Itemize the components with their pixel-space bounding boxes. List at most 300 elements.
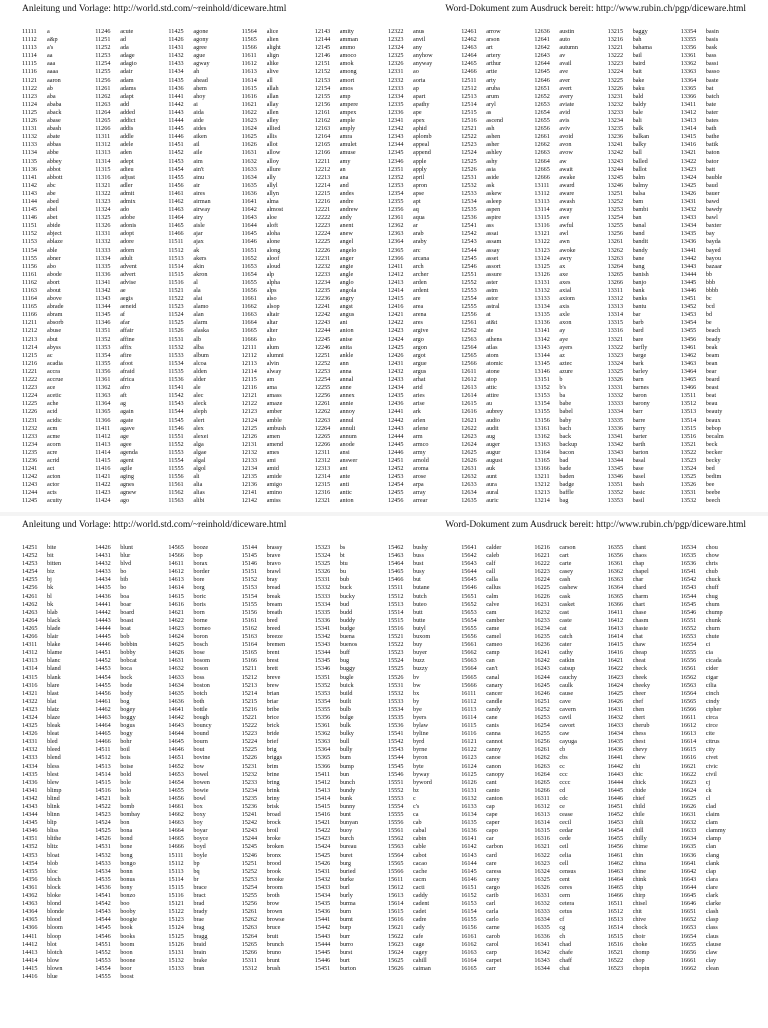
list-item (388, 400, 461, 408)
list-item (534, 85, 607, 93)
list-item (168, 206, 241, 214)
list-item (242, 892, 315, 900)
list-item (95, 77, 168, 85)
list-item (461, 924, 534, 932)
list-item (168, 198, 241, 206)
dice-number: 11514 (168, 262, 184, 270)
dice-number: 13135 (534, 311, 550, 319)
list-item (168, 900, 241, 908)
diceware-word: angst (339, 303, 353, 311)
dice-number: 16134 (461, 811, 477, 819)
diceware-word: amass (266, 392, 282, 400)
dice-number: 11133 (22, 141, 38, 149)
dice-number: 14426 (95, 544, 111, 551)
dice-number: 13351 (607, 481, 624, 489)
list-item (242, 949, 315, 957)
diceware-word: blimp (47, 786, 62, 794)
dice-number: 13451 (680, 295, 697, 303)
dice-number: 14356 (22, 875, 38, 883)
diceware-word: amide (266, 473, 282, 481)
dice-number: 12522 (461, 133, 477, 141)
diceware-word: bread (266, 584, 281, 592)
list-item (608, 247, 681, 255)
dice-number: 12243 (314, 319, 331, 327)
list-item (168, 457, 241, 465)
diceware-word: advise (120, 278, 136, 286)
diceware-word: chilly (632, 835, 647, 843)
dice-number: 16113 (461, 705, 477, 713)
list-item (461, 933, 534, 941)
diceware-word: arhat (412, 376, 426, 384)
diceware-word: bust (412, 560, 424, 568)
diceware-word: bovine (193, 754, 211, 762)
dice-number: 12564 (461, 343, 477, 351)
dice-number: 16622 (680, 770, 697, 778)
dice-number: 11561 (168, 481, 184, 489)
diceware-word: b (559, 376, 563, 384)
list-item (315, 787, 388, 795)
diceware-word: ce (559, 803, 565, 810)
dice-number: 12565 (461, 351, 477, 359)
dice-number: 15533 (387, 697, 404, 705)
list-item (22, 746, 95, 754)
list-item (315, 158, 388, 166)
dice-number: 13463 (680, 359, 697, 367)
dice-number: 12312 (314, 456, 331, 464)
dice-number: 11235 (22, 448, 38, 456)
dice-number: 11222 (22, 376, 38, 384)
list-item (22, 657, 95, 665)
diceware-word: brunt (266, 956, 280, 964)
list-item (22, 392, 95, 400)
list-item (22, 279, 95, 287)
list-item (608, 795, 681, 803)
diceware-word: brest (266, 657, 279, 665)
dice-number: 16124 (461, 762, 477, 770)
list-item (534, 344, 607, 352)
diceware-word: aeneid (120, 303, 137, 311)
diceware-word: beauty (705, 408, 723, 416)
dice-number: 14511 (95, 746, 111, 754)
diceware-word: cacti (412, 883, 425, 891)
dice-number: 15512 (387, 592, 404, 600)
diceware-word: aphid (412, 125, 427, 133)
list-item (534, 473, 607, 481)
dice-number: 16444 (607, 778, 624, 786)
list-item (388, 433, 461, 441)
dice-number: 15554 (387, 803, 404, 810)
diceware-word: axle (559, 311, 570, 319)
list-item (168, 584, 241, 592)
list-item (534, 376, 607, 384)
diceware-word: anyhow (412, 52, 433, 60)
diceware-word: bonn (120, 867, 133, 875)
diceware-word: blind (47, 794, 60, 802)
diceware-word: balk (632, 125, 644, 133)
dice-number: 16112 (461, 697, 477, 705)
list-item (168, 263, 241, 271)
diceware-word: bantu (632, 303, 647, 311)
dice-number: 15225 (241, 746, 258, 754)
diceware-word: aaaa (47, 68, 58, 76)
dice-number: 15311 (241, 956, 257, 964)
diceware-word: advert (120, 270, 136, 278)
word-column (22, 28, 95, 506)
diceware-word: bylaw (412, 722, 429, 730)
diceware-word: baden (559, 473, 575, 481)
diceware-word: avert (559, 84, 572, 92)
diceware-word: bk (47, 584, 54, 592)
dice-number: 11516 (168, 278, 184, 286)
diceware-word: borg (193, 584, 205, 592)
list-item (242, 182, 315, 190)
list-item (681, 835, 754, 843)
dice-number: 14463 (95, 713, 111, 721)
list-item (22, 52, 95, 60)
diceware-word: civil (705, 770, 717, 778)
diceware-word: class (705, 924, 718, 932)
list-item (242, 560, 315, 568)
list-item (22, 263, 95, 271)
diceware-word: chute (705, 633, 720, 641)
diceware-word: arum (486, 92, 499, 100)
dice-number: 15423 (314, 835, 331, 843)
list-item (95, 271, 168, 279)
dice-number: 13162 (534, 432, 550, 440)
dice-number: 14415 (22, 964, 38, 972)
dice-number: 15216 (241, 705, 258, 713)
dice-number: 12652 (534, 92, 550, 100)
diceware-word: bowie (193, 786, 209, 794)
dice-number: 15544 (387, 754, 404, 762)
diceware-word: allen (266, 108, 279, 116)
diceware-word: chaste (632, 624, 649, 632)
dice-number: 13265 (607, 270, 624, 278)
list-item (461, 706, 534, 714)
dice-number: 13256 (607, 230, 624, 238)
list-item (242, 900, 315, 908)
diceware-word: buy (412, 641, 423, 649)
diceware-word: carne (486, 924, 500, 932)
diceware-word: bough (193, 713, 209, 721)
dice-number: 14434 (95, 576, 111, 584)
list-item (534, 827, 607, 835)
list-item (534, 746, 607, 754)
list-item (534, 457, 607, 465)
dice-number: 14453 (95, 665, 111, 673)
dice-number: 11413 (95, 440, 111, 448)
diceware-word: buick (339, 681, 354, 689)
list-item (681, 287, 754, 295)
list-item (608, 787, 681, 795)
list-item (168, 68, 241, 76)
diceware-word: bogus (120, 722, 135, 730)
dice-number: 16335 (534, 924, 550, 932)
dice-number: 12411 (387, 262, 404, 270)
diceware-word: annul (339, 416, 354, 424)
list-item (168, 868, 241, 876)
list-item (388, 417, 461, 425)
word-column (388, 544, 461, 981)
list-item (315, 884, 388, 892)
dice-number: 16344 (534, 964, 550, 972)
list-item (461, 576, 534, 584)
dice-number: 15622 (387, 932, 404, 940)
word-column (168, 544, 241, 981)
diceware-word: burro (339, 940, 354, 948)
dice-number: 12141 (241, 489, 258, 497)
dice-number: 12332 (387, 76, 404, 84)
dice-number: 11451 (168, 141, 184, 149)
diceware-word: ala (193, 287, 201, 294)
list-item (22, 449, 95, 457)
list-item (242, 417, 315, 425)
dice-number: 12362 (387, 222, 404, 230)
diceware-word: burly (339, 892, 353, 900)
list-item (388, 117, 461, 125)
list-item (608, 560, 681, 568)
list-item (315, 860, 388, 868)
dice-number: 12344 (387, 141, 404, 149)
dice-number: 11412 (95, 432, 111, 440)
dice-number: 11143 (22, 189, 38, 197)
dice-number: 14514 (95, 770, 111, 778)
list-item (315, 52, 388, 60)
dice-number: 11341 (95, 278, 111, 286)
list-item (242, 433, 315, 441)
diceware-word: blinn (47, 811, 60, 819)
list-item (681, 657, 754, 665)
diceware-word: carpet (486, 956, 502, 964)
dice-number: 12463 (461, 44, 477, 52)
dice-number: 12112 (241, 351, 257, 359)
dice-number: 12152 (314, 68, 331, 76)
dice-number: 15535 (387, 713, 404, 721)
diceware-word: chile (632, 811, 645, 819)
dice-number: 16336 (534, 932, 550, 940)
dice-number: 12623 (461, 432, 477, 440)
dice-number: 16155 (461, 916, 477, 924)
dice-number: 11334 (95, 254, 111, 262)
diceware-word: cheek (632, 673, 648, 681)
dice-number: 13521 (680, 440, 697, 448)
diceware-word: balm (632, 173, 645, 181)
diceware-word: akron (193, 270, 208, 278)
list-item (608, 584, 681, 592)
header-right-text: Word-Dokument zum Ausdruck bereit: http://www.rubin.ch/pgp/diceware.html (445, 4, 746, 14)
diceware-word: bd (705, 311, 712, 319)
dice-number: 12241 (314, 303, 331, 311)
list-item (95, 641, 168, 649)
diceware-word: annum (339, 432, 357, 440)
dice-number: 16543 (680, 584, 697, 592)
dice-number: 13134 (534, 303, 550, 311)
diceware-word: arena (412, 311, 427, 319)
dice-number: 12145 (314, 44, 331, 52)
diceware-word: chat (632, 633, 643, 641)
list-item (534, 481, 607, 489)
dice-number: 16642 (680, 867, 697, 875)
diceware-word: bloc (47, 867, 58, 875)
diceware-word: borneo (193, 624, 211, 632)
list-item (95, 303, 168, 311)
dice-number: 11666 (241, 335, 257, 343)
diceware-word: barth (632, 440, 646, 448)
diceware-word: ankle (339, 351, 354, 359)
diceware-word: aisle (193, 222, 205, 230)
list-item (95, 255, 168, 263)
dice-number: 14642 (168, 713, 184, 721)
list-item (22, 441, 95, 449)
list-item (534, 489, 607, 497)
list-item (242, 641, 315, 649)
dice-number: 15244 (241, 835, 258, 843)
dice-number: 15656 (461, 633, 477, 641)
dice-number: 16366 (607, 600, 624, 608)
diceware-word: arose (412, 473, 427, 481)
dice-number: 16542 (680, 576, 697, 584)
dice-number: 11123 (22, 92, 38, 100)
list-item (22, 722, 95, 730)
list-item (242, 649, 315, 657)
dice-number: 15651 (461, 592, 477, 600)
word-column (315, 28, 388, 506)
dice-number: 15441 (314, 916, 331, 924)
diceware-word: cede (559, 835, 571, 843)
diceware-word: bole (120, 778, 131, 786)
dice-number: 16242 (534, 657, 550, 665)
list-item (168, 214, 241, 222)
diceware-word: cheat (632, 657, 646, 665)
dice-number: 16636 (680, 851, 697, 859)
list-item (608, 400, 681, 408)
list-item (22, 779, 95, 787)
dice-number: 11142 (22, 181, 38, 189)
diceware-word: chai (559, 964, 570, 972)
diceware-word: census (559, 867, 576, 875)
list-item (242, 722, 315, 730)
diceware-word: butte (412, 616, 426, 624)
diceware-word: assai (486, 230, 499, 238)
list-item (681, 860, 754, 868)
list-item (608, 158, 681, 166)
diceware-word: any (412, 44, 422, 52)
list-item (315, 771, 388, 779)
diceware-word: burg (339, 859, 352, 867)
dice-number: 16154 (461, 908, 477, 916)
list-item (388, 593, 461, 601)
dice-number: 12412 (387, 270, 404, 278)
diceware-word: alex (193, 424, 204, 432)
diceware-word: bj (47, 576, 52, 584)
dice-number: 14321 (22, 689, 38, 697)
diceware-word: ax (559, 262, 566, 270)
diceware-word: booze (193, 544, 209, 551)
dice-number: 12621 (461, 416, 477, 424)
dice-number: 13215 (607, 28, 624, 35)
diceware-word: barry (632, 424, 646, 432)
list-item (242, 665, 315, 673)
dice-number: 12324 (387, 44, 404, 52)
list-item (681, 965, 754, 973)
dice-number: 12531 (461, 173, 477, 181)
word-column (168, 28, 241, 506)
diceware-word: baldy (632, 100, 647, 108)
list-item (95, 368, 168, 376)
diceware-word: burn (339, 908, 352, 916)
list-item (242, 109, 315, 117)
list-item (22, 649, 95, 657)
list-item (681, 754, 754, 762)
list-item (681, 255, 754, 263)
diceware-word: cell (559, 859, 569, 867)
list-item (168, 965, 241, 973)
diceware-word: care (486, 859, 497, 867)
diceware-word: bite (47, 544, 57, 551)
list-item (22, 771, 95, 779)
dice-number: 12136 (241, 481, 258, 489)
diceware-word: baffle (559, 489, 574, 497)
dice-number: 12345 (387, 149, 404, 157)
list-item (681, 884, 754, 892)
diceware-word: aloe (266, 214, 277, 222)
list-item (681, 560, 754, 568)
diceware-word: acton (47, 473, 61, 481)
dice-number: 13153 (534, 392, 550, 400)
diceware-word: calder (486, 544, 502, 551)
list-item (242, 674, 315, 682)
list-item (168, 560, 241, 568)
dice-number: 14524 (95, 819, 111, 827)
dice-number: 15662 (461, 649, 477, 657)
list-item (22, 271, 95, 279)
dice-number: 11214 (22, 343, 38, 351)
diceware-word: cacm (412, 875, 427, 883)
dice-number: 13263 (607, 254, 624, 262)
list-item (95, 473, 168, 481)
diceware-word: bleak (47, 722, 61, 730)
diceware-word: bear (705, 367, 717, 375)
list-item (95, 327, 168, 335)
dice-number: 11436 (168, 84, 184, 92)
dice-number: 15245 (241, 843, 258, 851)
dice-number: 11442 (168, 100, 184, 108)
dice-number: 15543 (387, 746, 404, 754)
dice-number: 13335 (607, 416, 624, 424)
list-item (315, 271, 388, 279)
list-item (242, 965, 315, 973)
list-item (315, 706, 388, 714)
dice-number: 13362 (680, 60, 697, 68)
list-item (22, 714, 95, 722)
diceware-word: check (632, 665, 648, 673)
diceware-word: aides (193, 125, 207, 133)
diceware-word: black (47, 616, 61, 624)
dice-number: 16414 (607, 633, 624, 641)
diceware-word: brush (266, 964, 281, 972)
list-item (95, 449, 168, 457)
list-item (388, 408, 461, 416)
list-item (461, 295, 534, 303)
dice-number: 11541 (168, 384, 184, 392)
dice-number: 15241 (241, 811, 258, 819)
list-item (534, 609, 607, 617)
diceware-word: adapt (120, 92, 134, 100)
list-item (168, 392, 241, 400)
diceware-word: bonus (120, 875, 135, 883)
dice-number: 13461 (680, 343, 697, 351)
list-item (168, 319, 241, 327)
